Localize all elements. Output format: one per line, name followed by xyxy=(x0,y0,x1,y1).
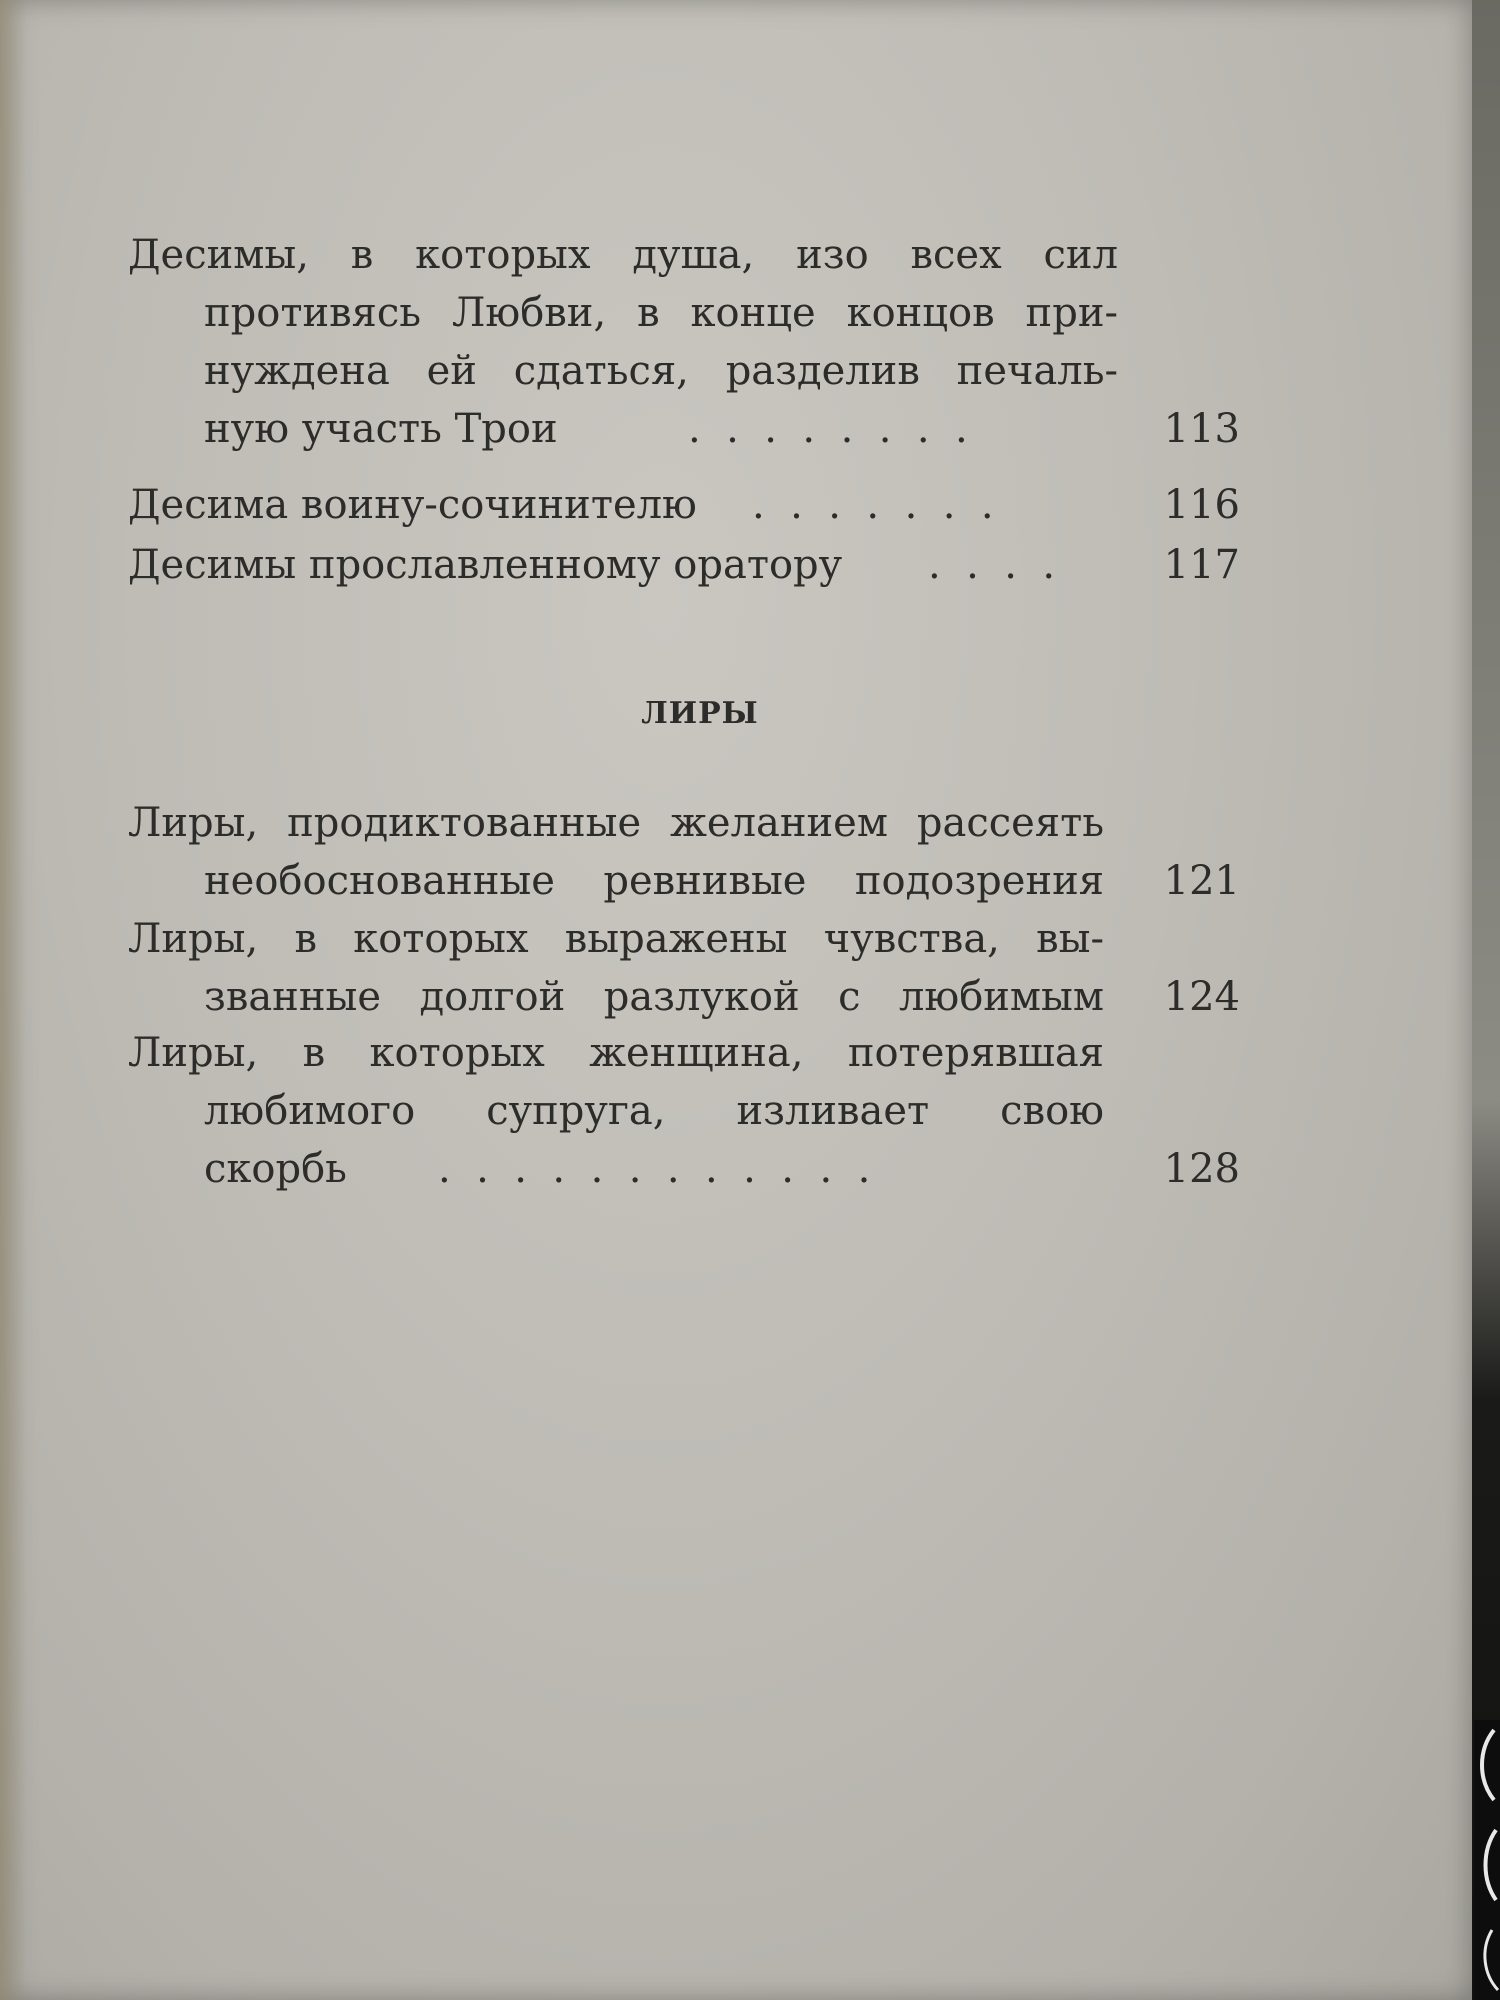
toc-entry-line: противясь Любви, в конце концов при- xyxy=(204,290,1118,336)
toc-entry xyxy=(128,476,1240,534)
toc-entry-line: Лиры, в которых выражены чувства, вы- xyxy=(128,916,1104,962)
adjacent-book-cover xyxy=(1474,1720,1500,2000)
toc-entry-line: Лиры, продиктованные желанием рассеять xyxy=(128,800,1104,846)
toc-entry-line: званные долгой разлукой с любимым 124 xyxy=(128,968,1240,1026)
toc-entry xyxy=(128,1024,1240,1198)
toc-entry-line: скорбь . . . . . . . . . . . . 128 xyxy=(128,1140,1240,1198)
toc-entry-line: нуждена ей сдаться, разделив печаль- xyxy=(204,348,1118,394)
page-number: 117 xyxy=(1163,542,1240,588)
toc-entry-line: любимого супруга, изливает свою xyxy=(204,1088,1104,1134)
page-number: 113 xyxy=(1163,406,1240,452)
leader-dots: . . . . xyxy=(928,542,1056,588)
leader-dots: . . . . . . . . xyxy=(688,406,968,452)
page-number: 121 xyxy=(1163,858,1240,904)
leader-dots: . . . . . . . xyxy=(752,482,994,528)
toc-entry xyxy=(128,910,1240,1026)
toc-entry xyxy=(128,226,1240,458)
toc-entry xyxy=(128,536,1240,594)
toc-entry-line: ную участь Трои . . . . . . . . 113 xyxy=(128,400,1240,458)
toc-entry-line: Лиры, в которых женщина, потерявшая xyxy=(128,1030,1104,1076)
page-number: 124 xyxy=(1163,974,1240,1020)
page-number: 116 xyxy=(1163,482,1240,528)
page-number: 128 xyxy=(1163,1146,1240,1192)
section-heading: ЛИРЫ xyxy=(641,696,759,731)
toc-entry-line: Десима воину-сочинителю . . . . . . . 116 xyxy=(128,476,1240,534)
background-surface xyxy=(1472,0,1500,2000)
leader-dots: . . . . . . . . . . . . xyxy=(438,1146,871,1192)
toc-entry-line: Десимы прославленному оратору . . . . 117 xyxy=(128,536,1240,594)
toc-entry-line: необоснованные ревнивые подозрения 121 xyxy=(128,852,1240,910)
toc-entry xyxy=(128,794,1240,910)
toc-entry-line: Десимы, в которых душа, изо всех сил xyxy=(128,232,1118,278)
